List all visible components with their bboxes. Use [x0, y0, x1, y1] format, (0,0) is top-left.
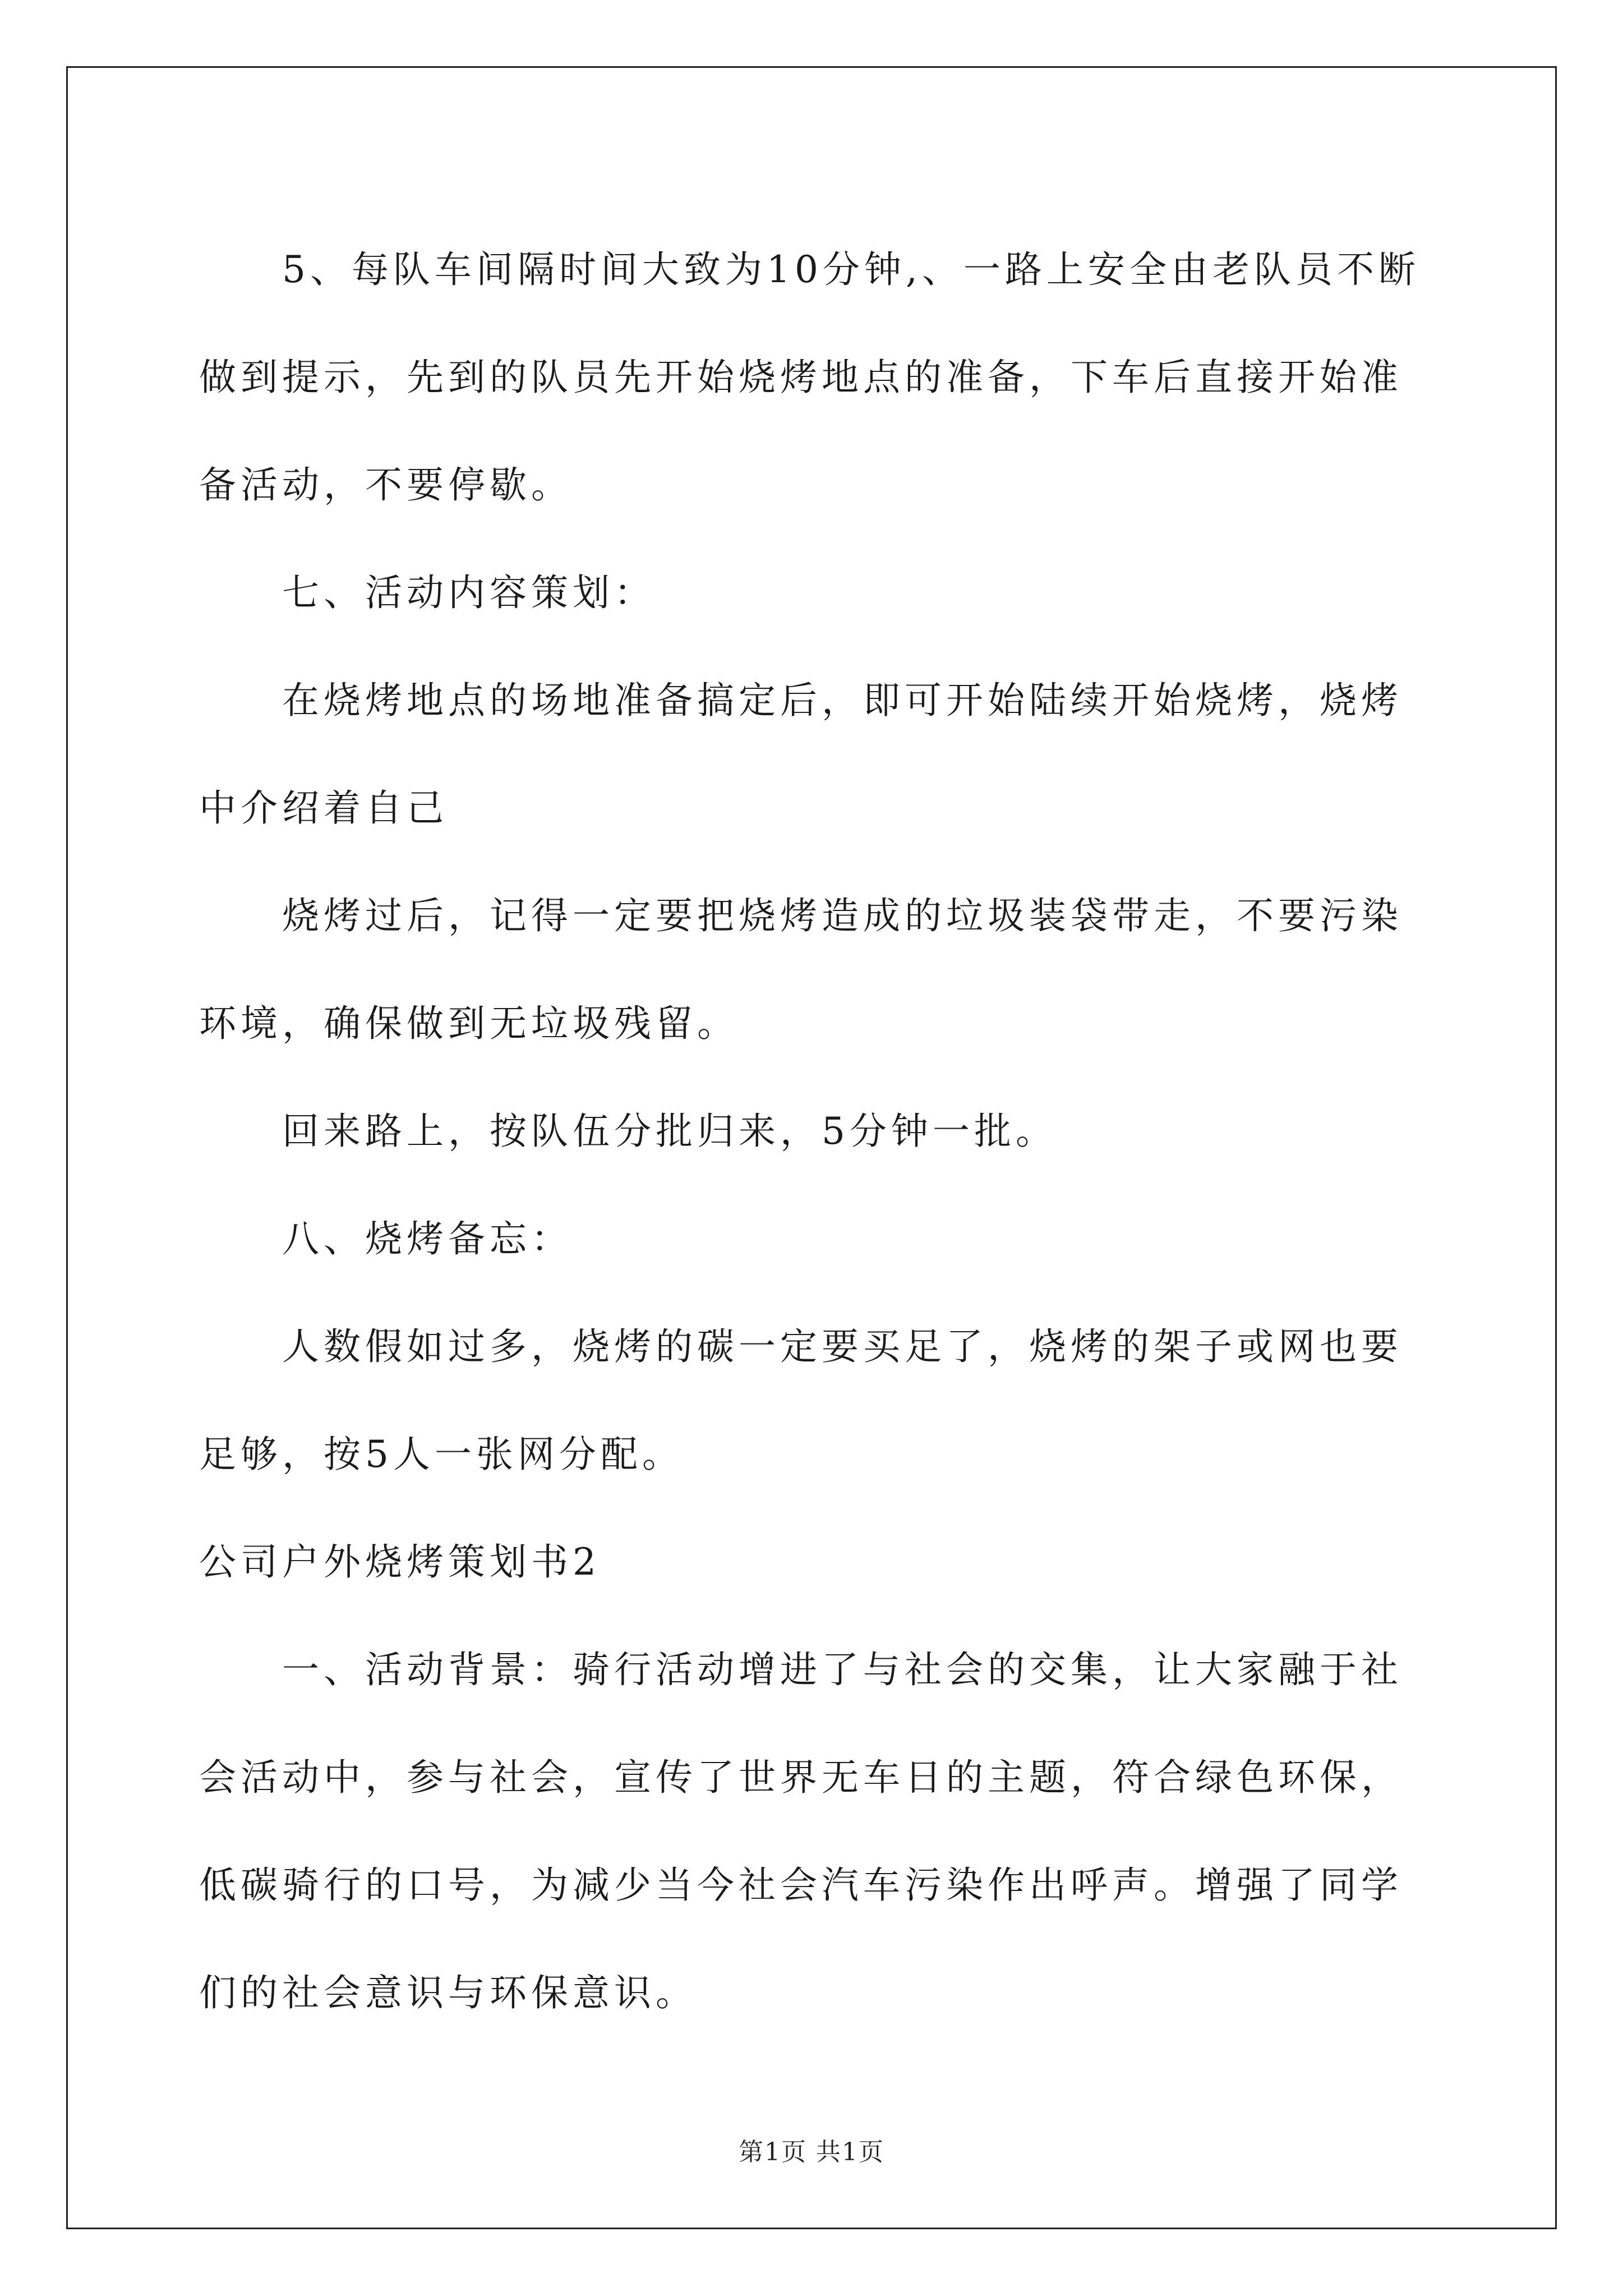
paragraph-return: 回来路上，按队伍分批归来，5分钟一批。 [282, 1110, 1057, 1153]
heading-activity-content: 七、活动内容策划： [282, 571, 656, 614]
heading-bbq-memo: 八、烧烤备忘： [282, 1217, 573, 1260]
paragraph-start-bbq: 在烧烤地点的场地准备搞定后，即可开始陆续开始烧烤，烧烤中介绍着自己 [199, 679, 1403, 830]
page-number-footer: 第1页 共1页 [739, 2138, 884, 2166]
paragraph-travel-interval: 5、每队车间隔时间大致为10分钟,、一路上安全由老队员不断做到提示，先到的队员先开始烧烤地点的准备，下车后直接开始准备活动，不要停歇。 [199, 248, 1420, 507]
section-title-plan-2: 公司户外烧烤策划书2 [199, 1540, 601, 1584]
paragraph-charcoal: 人数假如过多，烧烤的碳一定要买足了，烧烤的架子或网也要足够，按5人一张网分配。 [199, 1325, 1403, 1476]
paragraph-background: 一、活动背景：骑行活动增进了与社会的交集，让大家融于社会活动中，参与社会，宣传了世界无车日的主题，符合绿色环保，低碳骑行的口号，为减少当今社会汽车污染作出呼声。增强了同学们的社会意识与环保意识。 [199, 1648, 1403, 2014]
paragraph-cleanup: 烧烤过后，记得一定要把烧烤造成的垃圾装袋带走，不要污染环境，确保做到无垃圾残留。 [199, 894, 1403, 1045]
document-body [199, 216, 1422, 2047]
